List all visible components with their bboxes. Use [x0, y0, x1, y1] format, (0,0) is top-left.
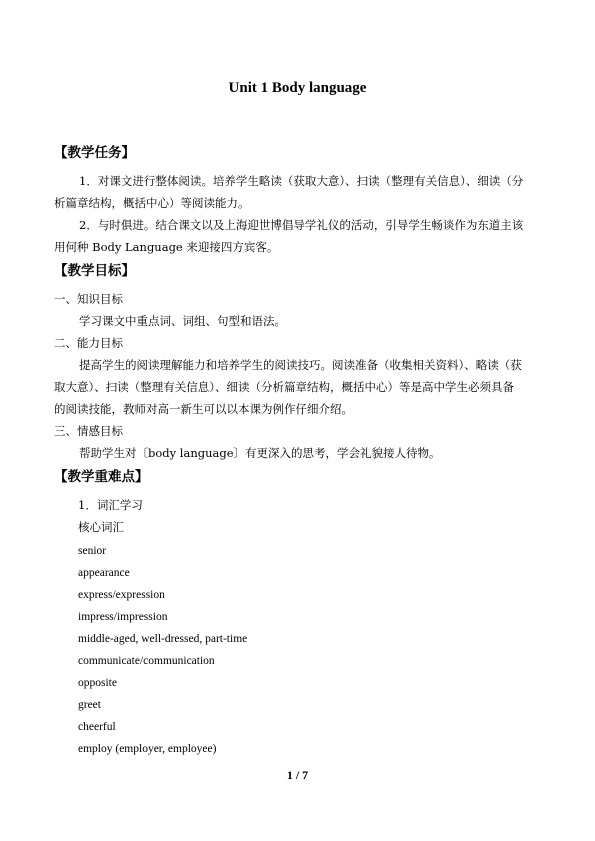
list-item: communicate/communication [78, 655, 215, 667]
list-item: greet [78, 699, 101, 711]
task-paragraph-1-line-1: 1．对课文进行整体阅读。培养学生略读（获取大意）、扫读（整理有关信息）、细读（分 [79, 174, 524, 188]
list-item: impress/impression [78, 611, 168, 623]
section-heading-task: 【教学任务】 [54, 145, 135, 161]
section-heading-key-points: 【教学重难点】 [54, 469, 149, 485]
section-heading-goals: 【教学目标】 [54, 263, 135, 279]
list-item: opposite [78, 677, 117, 689]
task-paragraph-1-line-2: 析篇章结构，概括中心）等阅读能力。 [54, 196, 250, 210]
document-title: Unit 1 Body language [228, 80, 367, 96]
ability-goal-line-2: 取大意）、扫读（整理有关信息）、细读（分析篇章结构，概括中心）等是高中学生必须具备 [54, 380, 514, 394]
ability-goal-title: 二、能力目标 [54, 336, 123, 350]
list-item: cheerful [78, 721, 116, 733]
task-paragraph-2-line-1: 2．与时俱进。结合课文以及上海迎世博倡导学礼仪的活动，引导学生畅谈作为东道主该 [79, 218, 524, 232]
vocabulary-title: 1．词汇学习 [78, 498, 143, 512]
ability-goal-line-1: 提高学生的阅读理解能力和培养学生的阅读技巧。阅读准备（收集相关资料）、略读（获 [79, 358, 522, 372]
ability-goal-line-3: 的阅读技能，教师对高一新生可以以本课为例作仔细介绍。 [54, 402, 353, 416]
page-number: 1 / 7 [286, 768, 309, 782]
emotion-goal-title: 三、情感目标 [54, 424, 123, 438]
knowledge-goal-text: 学习课文中重点词、词组、句型和语法。 [79, 314, 286, 328]
emotion-goal-text: 帮助学生对〔body language〕有更深入的思考，学会礼貌接人待物。 [79, 446, 441, 460]
core-vocabulary-title: 核心词汇 [78, 520, 124, 534]
list-item: express/expression [78, 589, 165, 601]
list-item: middle-aged, well-dressed, part-time [78, 633, 248, 645]
list-item: senior [78, 545, 107, 557]
list-item: employ (employer, employee) [78, 743, 217, 755]
task-paragraph-2-line-2: 用何种 Body Language 来迎接四方宾客。 [54, 240, 279, 254]
knowledge-goal-title: 一、知识目标 [54, 292, 123, 306]
list-item: appearance [78, 567, 130, 579]
